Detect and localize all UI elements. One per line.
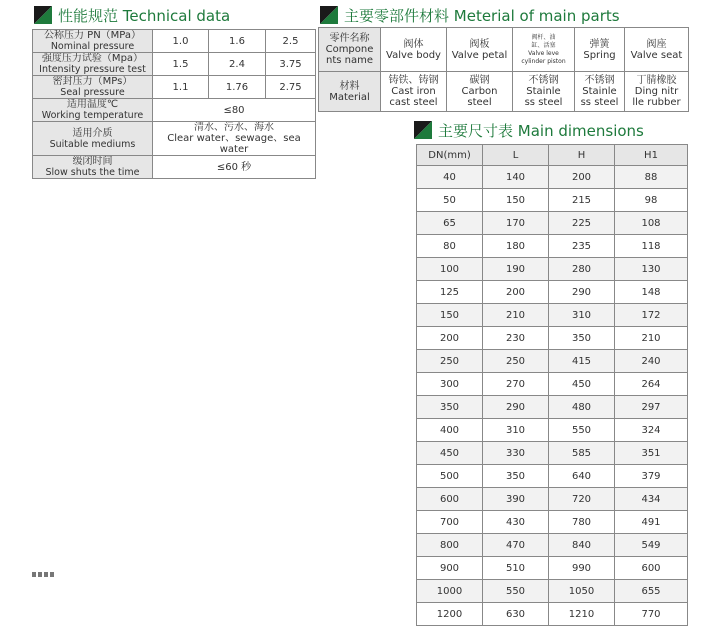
table-cell: 550 [549,419,615,442]
suitable-mediums-value: 清水、污水、海水 Clear water、sewage、sea water [153,122,316,156]
table-cell: 770 [615,603,688,626]
intensity-pressure-label: 强度压力试验（Mpa） Intensity pressure test [33,53,153,76]
table-row [33,156,316,179]
table-cell: 200 [417,327,483,350]
table-cell: 264 [615,373,688,396]
table-cell: 310 [549,304,615,327]
table-row [319,28,689,72]
table-cell: 350 [549,327,615,350]
table-cell: 148 [615,281,688,304]
technical-data-title: 性能规范 Technical data [58,6,231,25]
table-row [417,166,688,189]
table-cell: 270 [483,373,549,396]
table-row [33,53,316,76]
table-cell: 290 [549,281,615,304]
table-row [417,189,688,212]
part-valve-body: 阀体 Valve body [381,28,447,72]
table-row [417,534,688,557]
table-cell: 98 [615,189,688,212]
table-row [417,373,688,396]
table-cell: 118 [615,235,688,258]
table-cell: 800 [417,534,483,557]
table-cell: 88 [615,166,688,189]
table-cell: 297 [615,396,688,419]
table-cell: 780 [549,511,615,534]
table-row [417,212,688,235]
table-row [417,511,688,534]
table-cell: 300 [417,373,483,396]
table-cell: 2.5 [266,30,316,53]
table-cell: 900 [417,557,483,580]
triangle-flag-icon [34,6,52,24]
table-cell: 50 [417,189,483,212]
table-cell: 630 [483,603,549,626]
table-row [417,304,688,327]
table-cell: 2.4 [209,53,266,76]
table-cell: 1.1 [153,76,209,99]
table-cell: 415 [549,350,615,373]
table-cell: 1050 [549,580,615,603]
table-cell: 140 [483,166,549,189]
table-cell: 990 [549,557,615,580]
table-cell: 549 [615,534,688,557]
table-cell: 240 [615,350,688,373]
table-cell: 550 [483,580,549,603]
table-cell: 200 [549,166,615,189]
seal-pressure-label: 密封压力（MPs） Seal pressure [33,76,153,99]
working-temperature-value: ≤80 [153,99,316,122]
table-cell: 280 [549,258,615,281]
table-cell: 100 [417,258,483,281]
page-footer-mark [32,572,56,577]
table-row [417,557,688,580]
table-cell: 450 [549,373,615,396]
table-row [417,465,688,488]
table-cell: 130 [615,258,688,281]
table-cell: 480 [549,396,615,419]
table-cell: 1.76 [209,76,266,99]
table-row [33,76,316,99]
part-valve-seat: 阀座 Valve seat [625,28,689,72]
table-cell: 450 [417,442,483,465]
table-cell: 1.0 [153,30,209,53]
table-cell: 40 [417,166,483,189]
table-cell: 290 [483,396,549,419]
dimensions-table [416,144,688,626]
table-cell: 210 [483,304,549,327]
table-row [417,580,688,603]
table-cell: 500 [417,465,483,488]
table-cell: 470 [483,534,549,557]
technical-data-table [32,29,316,179]
table-cell: 350 [483,465,549,488]
table-cell: 172 [615,304,688,327]
table-cell: 390 [483,488,549,511]
table-cell: 510 [483,557,549,580]
table-cell: 150 [417,304,483,327]
table-cell: 640 [549,465,615,488]
table-row [417,327,688,350]
dimensions-heading [414,119,644,141]
column-header: DN(mm) [417,145,483,166]
triangle-flag-icon [414,121,432,139]
materials-title: 主要零部件材料 Meterial of main parts [344,6,620,25]
components-name-label: 零件名称 Compone nts name [319,28,381,72]
table-cell: 215 [549,189,615,212]
table-cell: 840 [549,534,615,557]
table-cell: 3.75 [266,53,316,76]
table-cell: 1200 [417,603,483,626]
table-cell: 230 [483,327,549,350]
table-cell: 2.75 [266,76,316,99]
table-cell: 600 [615,557,688,580]
table-cell: 655 [615,580,688,603]
column-header: H [549,145,615,166]
material-valve-lever: 不锈钢 Stainle ss steel [513,72,575,112]
table-row [33,122,316,156]
table-row [417,488,688,511]
table-cell: 700 [417,511,483,534]
table-cell: 379 [615,465,688,488]
table-cell: 1.5 [153,53,209,76]
table-cell: 180 [483,235,549,258]
technical-data-heading [34,4,230,26]
part-valve-petal: 阀板 Valve petal [447,28,513,72]
table-cell: 310 [483,419,549,442]
table-cell: 720 [549,488,615,511]
slow-shut-label: 缓闭时间 Slow shuts the time [33,156,153,179]
part-spring: 弹簧 Spring [575,28,625,72]
table-cell: 1210 [549,603,615,626]
column-header: L [483,145,549,166]
table-cell: 1000 [417,580,483,603]
column-header: H1 [615,145,688,166]
table-row [417,281,688,304]
table-cell: 324 [615,419,688,442]
material-valve-body: 铸铁、铸钢 Cast iron cast steel [381,72,447,112]
table-row [417,350,688,373]
table-cell: 108 [615,212,688,235]
table-cell: 330 [483,442,549,465]
table-row [417,603,688,626]
table-cell: 434 [615,488,688,511]
table-cell: 225 [549,212,615,235]
table-cell: 250 [417,350,483,373]
table-row [417,396,688,419]
material-label: 材料 Material [319,72,381,112]
material-valve-petal: 碳钢 Carbon steel [447,72,513,112]
table-row [417,258,688,281]
table-cell: 200 [483,281,549,304]
table-cell: 190 [483,258,549,281]
table-row [33,99,316,122]
table-cell: 80 [417,235,483,258]
table-row [417,442,688,465]
slow-shut-value: ≤60 秒 [153,156,316,179]
suitable-mediums-label: 适用介质 Suitable mediums [33,122,153,156]
table-row [417,419,688,442]
table-header-row [417,145,688,166]
material-spring: 不锈钢 Stainle ss steel [575,72,625,112]
table-cell: 430 [483,511,549,534]
table-cell: 125 [417,281,483,304]
table-row [319,72,689,112]
materials-heading [320,4,620,26]
table-row [33,30,316,53]
nominal-pressure-label: 公称压力 PN（MPa） Nominal pressure [33,30,153,53]
table-cell: 350 [417,396,483,419]
material-valve-seat: 丁腈橡胶 Ding nitr lle rubber [625,72,689,112]
table-cell: 235 [549,235,615,258]
part-valve-lever-cylinder-piston: 阀杆、油 缸、活塞 Valve leve cylinder piston [513,28,575,72]
table-cell: 1.6 [209,30,266,53]
triangle-flag-icon [320,6,338,24]
table-cell: 65 [417,212,483,235]
dimensions-title: 主要尺寸表 Main dimensions [438,121,644,140]
table-cell: 170 [483,212,549,235]
table-cell: 150 [483,189,549,212]
table-cell: 351 [615,442,688,465]
table-cell: 250 [483,350,549,373]
table-cell: 600 [417,488,483,511]
table-cell: 585 [549,442,615,465]
table-cell: 491 [615,511,688,534]
table-row [417,235,688,258]
table-cell: 210 [615,327,688,350]
materials-table [318,27,689,112]
table-cell: 400 [417,419,483,442]
working-temperature-label: 适用温度℃ Working temperature [33,99,153,122]
